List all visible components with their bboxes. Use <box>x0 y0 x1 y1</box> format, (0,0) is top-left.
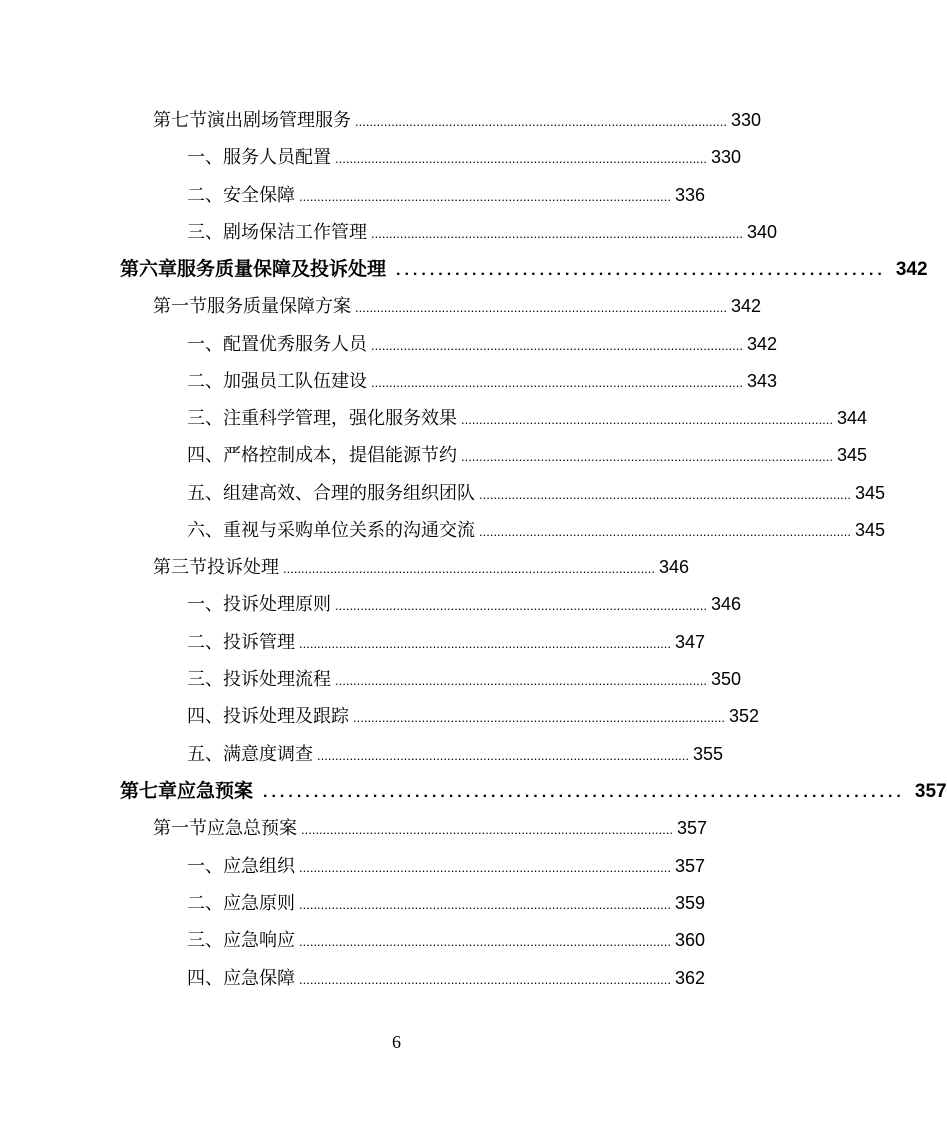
toc-entry-title: 应急保障 <box>223 968 295 989</box>
toc-item-entry[interactable] <box>187 330 778 358</box>
toc-entry-page: 360 <box>675 930 706 950</box>
toc-item-entry[interactable] <box>187 590 742 618</box>
toc-item-entry[interactable] <box>187 181 706 209</box>
toc-entry-label: 二、 <box>187 371 223 392</box>
toc-entry-title: 应急预案 <box>177 780 254 802</box>
toc-item-entry[interactable] <box>187 702 760 730</box>
dot-leader: ....................................................................................................... <box>335 151 708 166</box>
toc-entry-page: 345 <box>855 483 886 503</box>
toc-entry-label: 第七节 <box>153 110 207 131</box>
toc-entry-title: 投诉处理及跟踪 <box>223 706 349 727</box>
toc-entry-title: 投诉处理 <box>207 557 279 578</box>
toc-item-entry[interactable] <box>187 740 724 768</box>
toc-item-entry[interactable] <box>187 516 886 544</box>
toc-section-entry[interactable] <box>153 106 762 134</box>
toc-entry-title: 演出剧场管理服务 <box>207 110 351 131</box>
toc-item-entry[interactable] <box>187 926 706 954</box>
toc-entry-page: 336 <box>675 185 706 205</box>
toc-entry-label: 二、 <box>187 893 223 914</box>
dot-leader: ....................................................................................................... <box>479 524 852 539</box>
toc-entry-label: 一、 <box>187 594 223 615</box>
toc-item-entry[interactable] <box>187 367 778 395</box>
dot-leader: ....................................................................................................... <box>335 673 708 688</box>
toc-entry-label: 第一节 <box>153 296 207 317</box>
toc-entry-page: 350 <box>711 669 742 689</box>
toc-entry-page: 347 <box>675 632 706 652</box>
toc-entry-page: 357 <box>675 856 706 876</box>
toc-entry-label: 四、 <box>187 968 223 989</box>
toc-item-entry[interactable] <box>187 964 706 992</box>
toc-entry-title: 严格控制成本，提倡能源节约 <box>223 445 457 466</box>
dot-leader: ....................................................................................................... <box>461 449 834 464</box>
toc-entry-label: 四、 <box>187 706 223 727</box>
toc-entry-title: 服务人员配置 <box>223 147 331 168</box>
toc-item-entry[interactable] <box>187 852 706 880</box>
toc-entry-label: 三、 <box>187 222 223 243</box>
toc-entry-label: 一、 <box>187 147 223 168</box>
toc-entry-label: 二、 <box>187 632 223 653</box>
toc-entry-title: 应急组织 <box>223 856 295 877</box>
toc-entry-label: 一、 <box>187 856 223 877</box>
dot-leader: ....................................................................................................... <box>299 934 672 949</box>
toc-entry-title: 投诉管理 <box>223 632 295 653</box>
toc-section-entry[interactable] <box>153 292 762 320</box>
toc-chapter-entry[interactable] <box>120 777 947 805</box>
page-number: 6 <box>392 1032 401 1052</box>
toc-entry-title: 应急总预案 <box>207 818 297 839</box>
toc-item-entry[interactable] <box>187 479 886 507</box>
dot-leader: ....................................................................................................... <box>461 412 834 427</box>
toc-entry-label: 三、 <box>187 930 223 951</box>
dot-leader: ....................................................................................................... <box>299 897 672 912</box>
toc-entry-page: 359 <box>675 893 706 913</box>
toc-entry-page: 357 <box>677 818 708 838</box>
toc-entry-page: 342 <box>895 259 928 280</box>
dot-leader: ....................................................................................................... <box>355 300 728 315</box>
toc-entry-page: 345 <box>837 445 868 465</box>
toc-entry-label: 六、 <box>187 520 223 541</box>
dot-leader: ....................................................................................................... <box>355 114 728 129</box>
toc-entry-label: 二、 <box>187 185 223 206</box>
toc-entry-label: 四、 <box>187 445 223 466</box>
toc-item-entry[interactable] <box>187 404 868 432</box>
toc-entry-title: 服务质量保障及投诉处理 <box>177 258 387 280</box>
toc-entry-page: 355 <box>693 744 724 764</box>
toc-entry-title: 安全保障 <box>223 185 295 206</box>
toc-entry-page: 345 <box>855 520 886 540</box>
toc-entry-page: 343 <box>747 371 778 391</box>
toc-item-entry[interactable] <box>187 665 742 693</box>
toc-entry-title: 应急响应 <box>223 930 295 951</box>
toc-entry-page: 352 <box>729 706 760 726</box>
toc-entry-label: 第一节 <box>153 818 207 839</box>
toc-item-entry[interactable] <box>187 889 706 917</box>
toc-entry-title: 满意度调查 <box>223 744 313 765</box>
dot-leader: ....................................................................................................... <box>299 636 672 651</box>
toc-entry-title: 加强员工队伍建设 <box>223 371 367 392</box>
toc-entry-page: 362 <box>675 968 706 988</box>
toc-chapter-entry[interactable] <box>120 255 928 283</box>
toc-entry-page: 342 <box>731 296 762 316</box>
toc-entry-title: 配置优秀服务人员 <box>223 334 367 355</box>
toc-section-entry[interactable] <box>153 553 690 581</box>
toc-entry-title: 服务质量保障方案 <box>207 296 351 317</box>
toc-entry-title: 重视与采购单位关系的沟通交流 <box>223 520 475 541</box>
toc-entry-page: 330 <box>731 110 762 130</box>
toc-item-entry[interactable] <box>187 218 778 246</box>
dot-leader: ............................................................................ <box>263 784 905 801</box>
toc-item-entry[interactable] <box>187 143 742 171</box>
dot-leader: ....................................................................................................... <box>371 375 744 390</box>
toc-entry-label: 三、 <box>187 408 223 429</box>
dot-leader: .......................................................... <box>396 262 886 279</box>
toc-entry-label: 第七章 <box>120 780 178 802</box>
toc-entry-title: 组建高效、合理的服务组织团队 <box>223 483 475 504</box>
dot-leader: ....................................................................................................... <box>335 598 708 613</box>
toc-entry-page: 344 <box>837 408 868 428</box>
toc-entry-title: 投诉处理流程 <box>223 669 331 690</box>
toc-entry-label: 第三节 <box>153 557 207 578</box>
dot-leader: ....................................................................................................... <box>299 189 672 204</box>
toc-entry-page: 346 <box>659 557 690 577</box>
toc-entry-page: 342 <box>747 334 778 354</box>
toc-entry-page: 340 <box>747 222 778 242</box>
toc-entry-title: 投诉处理原则 <box>223 594 331 615</box>
toc-entry-title: 应急原则 <box>223 893 295 914</box>
dot-leader: ....................................................................................................... <box>371 226 744 241</box>
toc-entry-label: 三、 <box>187 669 223 690</box>
toc-entry-page: 346 <box>711 594 742 614</box>
dot-leader: ....................................................................................................... <box>479 487 852 502</box>
dot-leader: ....................................................................................................... <box>317 748 690 763</box>
dot-leader: ....................................................................................................... <box>301 822 674 837</box>
dot-leader: ....................................................................................................... <box>353 710 726 725</box>
toc-entry-title: 剧场保洁工作管理 <box>223 222 367 243</box>
dot-leader: ....................................................................................................... <box>283 561 656 576</box>
dot-leader: ....................................................................................................... <box>299 972 672 987</box>
toc-entry-title: 注重科学管理，强化服务效果 <box>223 408 457 429</box>
toc-item-entry[interactable] <box>187 628 706 656</box>
toc-section-entry[interactable] <box>153 814 708 842</box>
toc-entry-label: 五、 <box>187 744 223 765</box>
toc-entry-label: 第六章 <box>120 258 178 280</box>
toc-entry-page: 357 <box>914 781 947 802</box>
toc-entry-label: 一、 <box>187 334 223 355</box>
dot-leader: ....................................................................................................... <box>299 860 672 875</box>
toc-item-entry[interactable] <box>187 441 868 469</box>
toc-entry-page: 330 <box>711 147 742 167</box>
dot-leader: ....................................................................................................... <box>371 338 744 353</box>
toc-entry-label: 五、 <box>187 483 223 504</box>
